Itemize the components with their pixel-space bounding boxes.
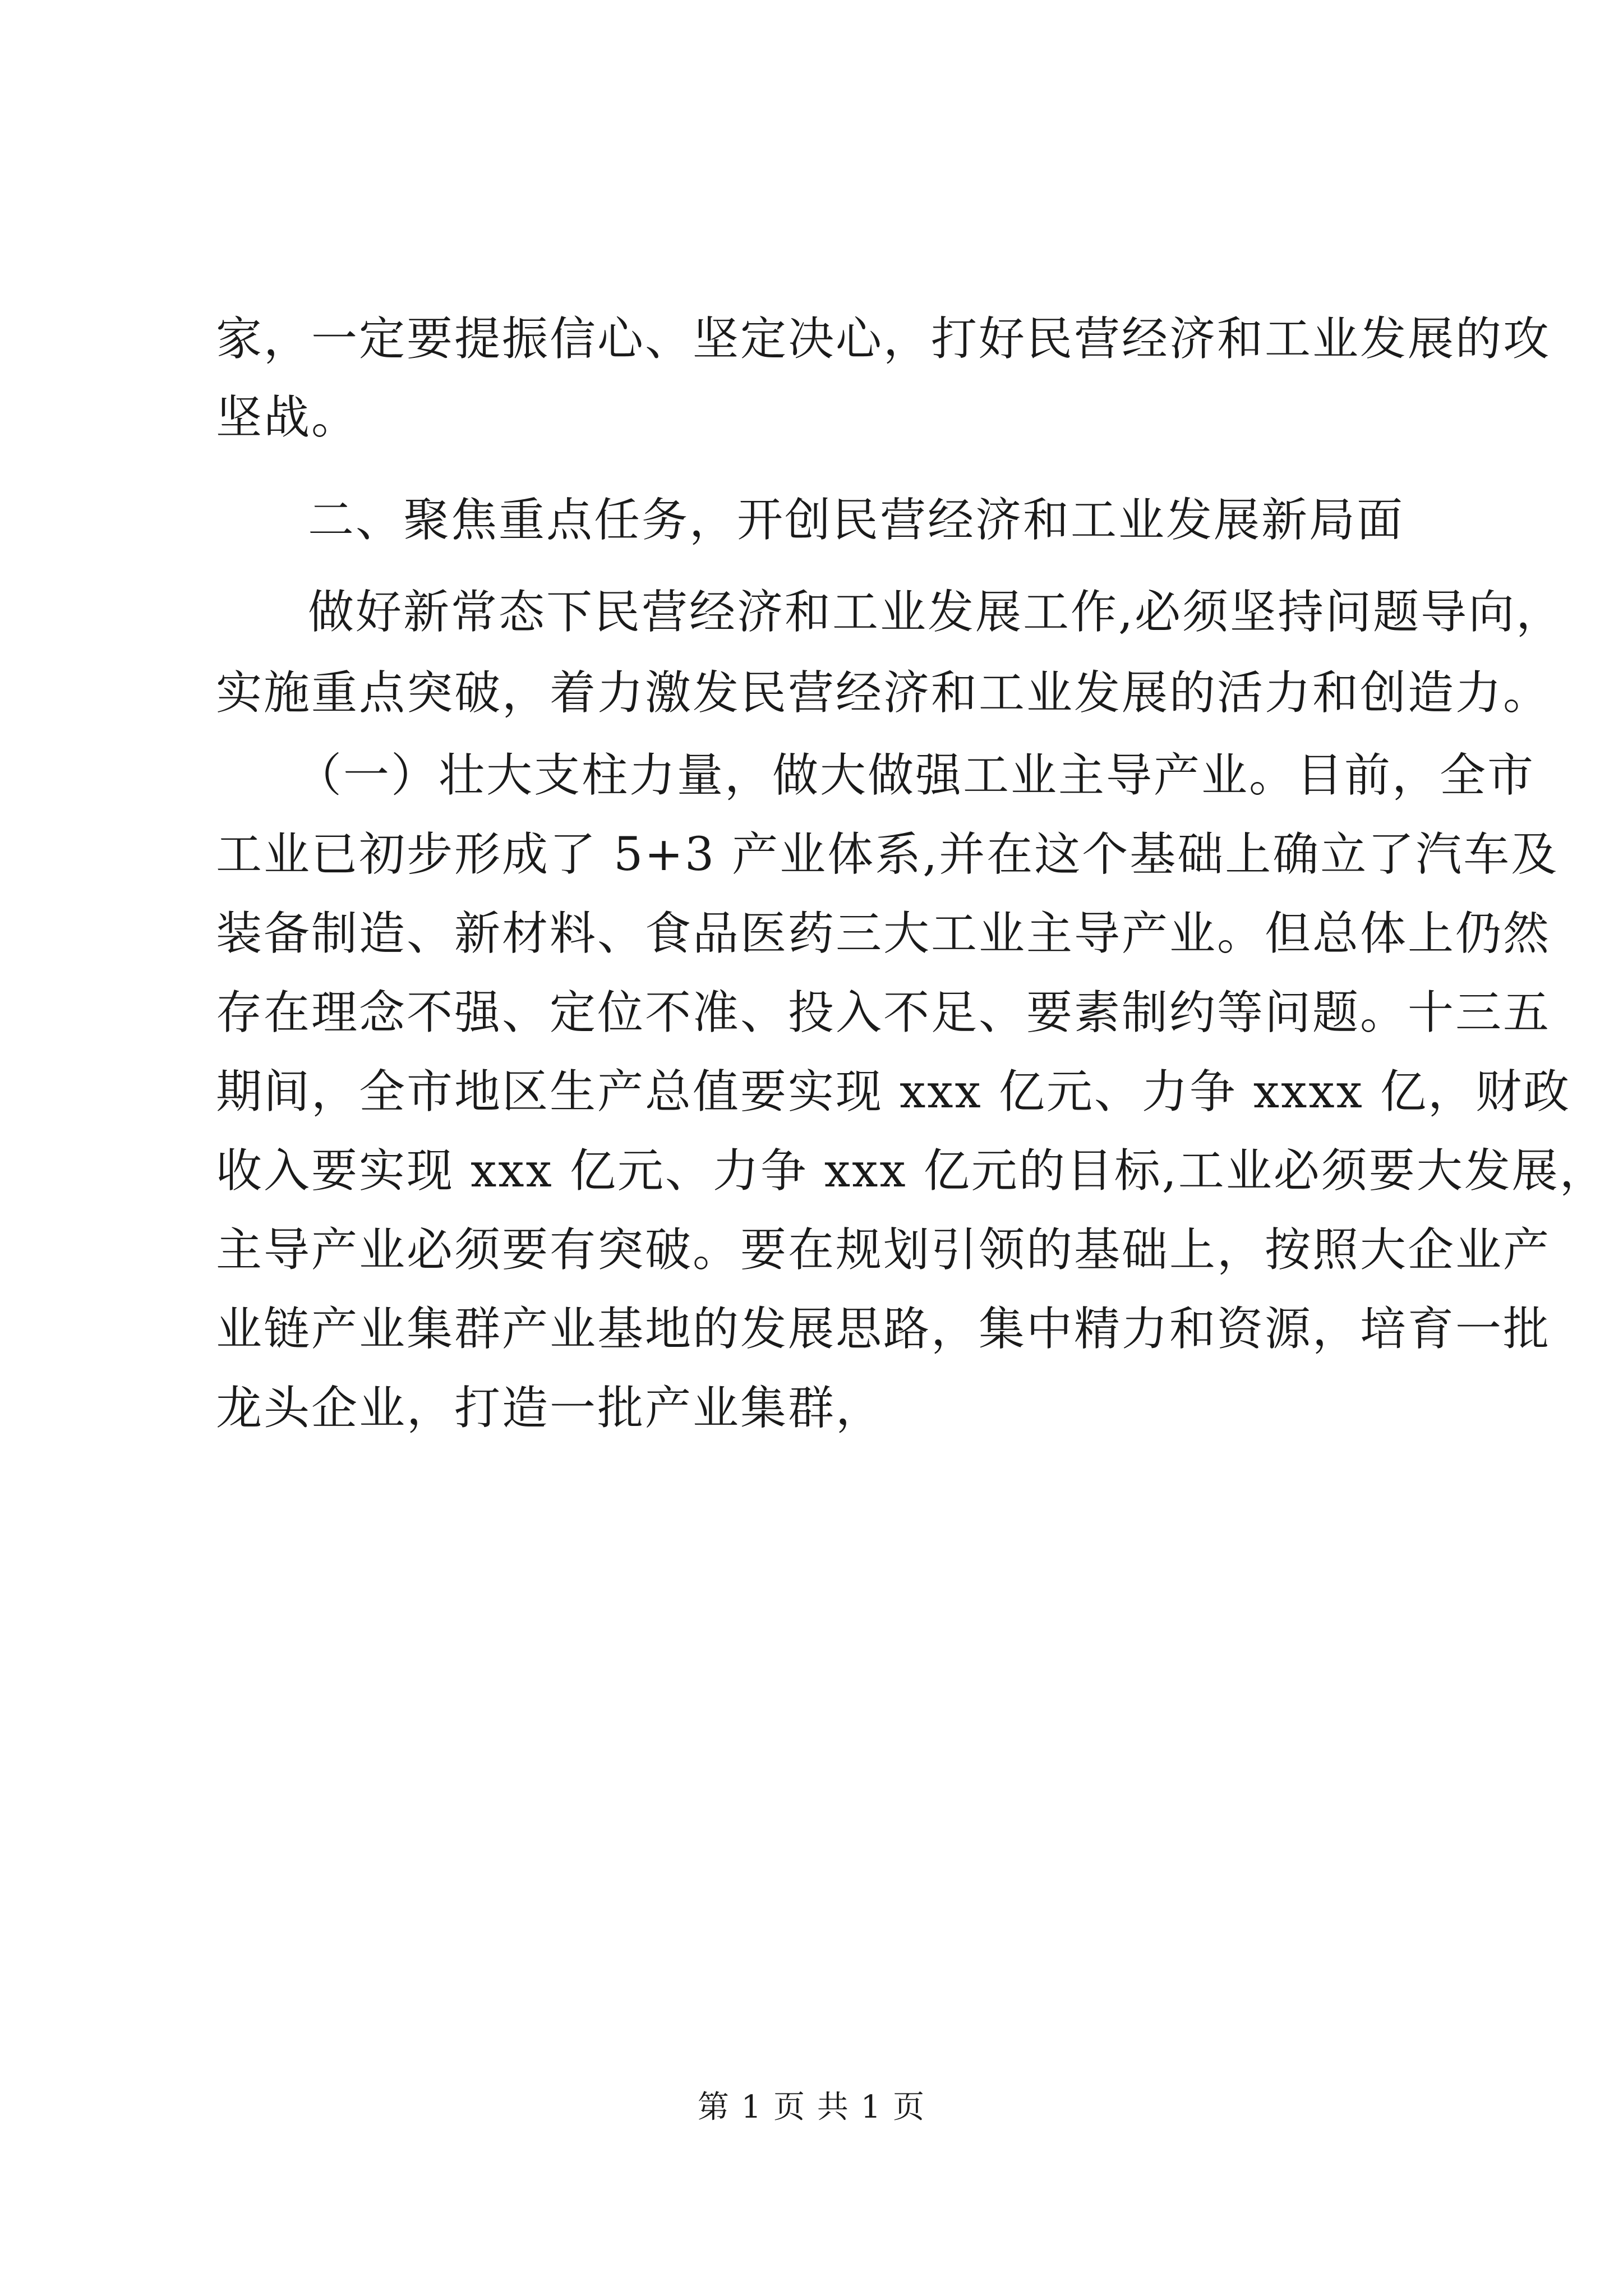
body-text-line: 业链产业集群产业基地的发展思路，集中精力和资源，培育一批 xyxy=(216,1303,1551,1356)
body-text-line: 坚战。 xyxy=(216,391,359,444)
body-text-line: 龙头企业，打造一批产业集群， xyxy=(216,1382,884,1435)
body-text-line: 家，一定要提振信心、坚定决心，打好民营经济和工业发展的攻 xyxy=(216,312,1551,366)
page-footer: 第 1 页 共 1 页 xyxy=(697,2089,926,2125)
body-text-line: 装备制造、新材料、食品医药三大工业主导产业。但总体上仍然 xyxy=(216,907,1551,960)
section-heading: 二、聚焦重点任务，开创民营经济和工业发展新局面 xyxy=(308,494,1405,547)
subsection-heading-line: （一）壮大支柱力量，做大做强工业主导产业。目前，全市 xyxy=(296,749,1536,802)
body-text-line: 主导产业必须要有突破。要在规划引领的基础上，按照大企业产 xyxy=(216,1223,1551,1277)
body-text-line: 做好新常态下民营经济和工业发展工作,必须坚持问题导向， xyxy=(308,586,1564,639)
body-text-line: 实施重点突破，着力激发民营经济和工业发展的活力和创造力。 xyxy=(216,666,1551,720)
body-text-line: 收入要实现 xxx 亿元、力争 xxx 亿元的目标,工业必须要大发展， xyxy=(216,1144,1607,1198)
body-text-line: 期间，全市地区生产总值要实现 xxx 亿元、力争 xxxx 亿，财政 xyxy=(216,1065,1571,1119)
body-text-line: 存在理念不强、定位不准、投入不足、要素制约等问题。十三五 xyxy=(216,986,1551,1039)
body-text-line: 工业已初步形成了 5+3 产业体系,并在这个基础上确立了汽车及 xyxy=(216,828,1559,881)
